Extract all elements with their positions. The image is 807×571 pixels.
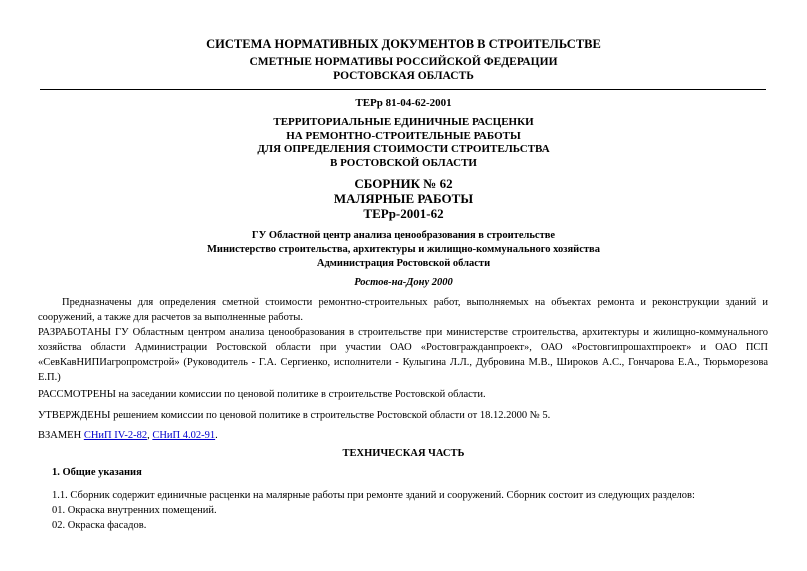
collection-name: МАЛЯРНЫЕ РАБОТЫ: [333, 191, 474, 206]
general-heading: 1. Общие указания: [52, 467, 142, 478]
approved-paragraph: УТВЕРЖДЕНЫ решением комиссии по ценовой политике в строительстве Ростовской области от 18.12.2000 № 5.: [38, 410, 551, 421]
region-line: РОСТОВСКАЯ ОБЛАСТЬ: [333, 70, 474, 82]
norms-line: СМЕТНЫЕ НОРМАТИВЫ РОССИЙСКОЙ ФЕДЕРАЦИИ: [249, 56, 558, 68]
title-line: ДЛЯ ОПРЕДЕЛЕНИЯ СТОИМОСТИ СТРОИТЕЛЬСТВА: [257, 143, 550, 155]
snip-iv-2-82-link[interactable]: СНиП IV-2-82: [83, 430, 148, 441]
replaces-separator: ,: [147, 430, 153, 441]
general-item: 1.1. Сборник содержит единичные расценки на малярные работы при ремонте зданий и сооружений. Сборник состоит из следующих разделов:: [52, 490, 695, 501]
organization-line: Министерство строительства, архитектуры и жилищно-коммунального хозяйства: [207, 244, 600, 255]
title-line: В РОСТОВСКОЙ ОБЛАСТИ: [330, 156, 477, 169]
replaces-paragraph: [38, 428, 768, 443]
document-code: ТЕРр 81-04-62-2001: [355, 97, 452, 109]
norms-heading: [0, 55, 807, 83]
snip-4-02-91-link[interactable]: СНиП 4.02-91: [152, 430, 216, 441]
developed-paragraph: РАЗРАБОТАНЫ ГУ Областным центром анализа ценообразования в строительстве при министерстве строительства, архитектуры и жилищно-коммунального хозяйства области Администрации Ростовской области при участии ОАО «Ростовгражданпроект», ОАО «Ростовгипрошахтпроект» и ОАО ПСП «СевКавНИПИагропромстрой» (Руководитель - Г.А. Сергиенко, исполнители - Кулыгина Л.Л., Дубровина М.В., Широков А.С., Гончарова Е.А., Тюрьморезова Е.П.): [38, 327, 768, 383]
title-line: ТЕРРИТОРИАЛЬНЫЕ ЕДИНИЧНЫЕ РАСЦЕНКИ: [273, 116, 534, 128]
purpose-paragraph: Предназначены для определения сметной стоимости ремонтно-строительных работ, выполняемых на объектах ремонта и реконструкции зданий и сооружений, а также для расчетов за выполненные работы.: [38, 297, 768, 323]
general-item: 01. Окраска внутренних помещений.: [52, 505, 217, 516]
replaces-prefix: ВЗАМЕН: [38, 430, 84, 441]
collection-block: [0, 176, 807, 221]
city-year: Ростов-на-Дону 2000: [354, 277, 453, 288]
considered-paragraph: РАССМОТРЕНЫ на заседании комиссии по ценовой политике в строительстве Ростовской области.: [38, 389, 486, 400]
organizations-block: [0, 229, 807, 271]
system-heading: СИСТЕМА НОРМАТИВНЫХ ДОКУМЕНТОВ В СТРОИТЕЛЬСТВЕ: [206, 37, 601, 51]
collection-number: СБОРНИК № 62: [354, 176, 453, 191]
document-title: [0, 116, 807, 170]
title-line: НА РЕМОНТНО-СТРОИТЕЛЬНЫЕ РАБОТЫ: [286, 129, 521, 142]
replaces-suffix: .: [215, 430, 218, 441]
organization-line: ГУ Областной центр анализа ценообразования в строительстве: [251, 230, 556, 241]
collection-code: ТЕРр-2001-62: [363, 206, 444, 221]
general-item: 02. Окраска фасадов.: [52, 520, 147, 531]
horizontal-divider: [40, 89, 766, 90]
organization-line: Администрация Ростовской области: [316, 258, 491, 269]
technical-part-heading: ТЕХНИЧЕСКАЯ ЧАСТЬ: [342, 448, 465, 459]
